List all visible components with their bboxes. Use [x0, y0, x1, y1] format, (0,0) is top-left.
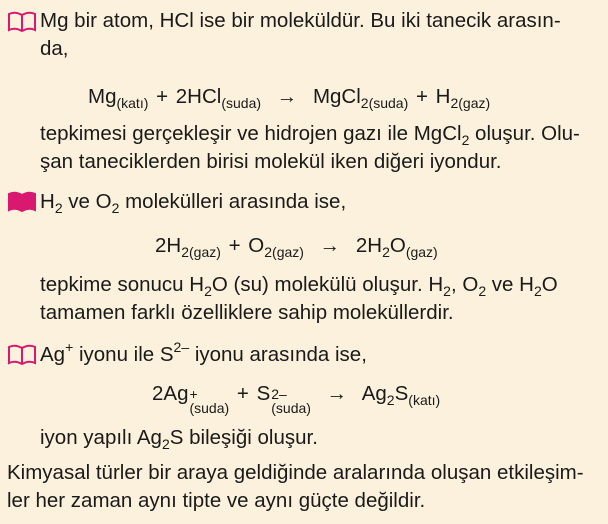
p4-sub4: 2: [533, 283, 542, 299]
p4-d: ve H: [486, 273, 534, 296]
eq3-prod-state: (katı): [408, 392, 441, 408]
paragraph-conclusion-line-1: Kimyasal türler bir araya geldiğinde aralarında oluşan etkileşim-: [7, 461, 584, 484]
paragraph-conclusion-line-2: ler her zaman aynı tipte ve aynı güçte değildir.: [7, 489, 426, 512]
eq3-prod: Ag: [361, 382, 387, 405]
eq2-water-o: O: [389, 234, 406, 257]
equation-mg-hcl: [88, 83, 490, 111]
p5-ag: Ag: [40, 343, 66, 366]
eq3-ag-state: (suda): [189, 400, 230, 416]
p6-b: S bileşiği oluşur.: [169, 426, 318, 449]
reaction-arrow: →: [319, 234, 341, 257]
paragraph-ag-s: [40, 341, 367, 369]
eq1-mg-state: (katı): [116, 95, 149, 111]
eq1-h: H: [435, 85, 451, 108]
eq1-hcl-state: (suda): [221, 95, 262, 111]
reaction-arrow: →: [326, 382, 348, 405]
p5-rest: iyonu arasında ise,: [189, 343, 367, 366]
p3-h: H: [40, 190, 55, 213]
eq3-s-sup: 2–: [271, 386, 287, 402]
p5-ag-sup: +: [65, 339, 74, 355]
paragraph-h2-o2: [40, 188, 346, 216]
p2-text-b: oluşur. Olu-: [469, 122, 580, 145]
p3-mid: ve O: [62, 190, 112, 213]
paragraph-ag2s: [40, 424, 318, 452]
p5-mid: iyonu ile S: [73, 343, 174, 366]
paragraph-result-line-1: [40, 120, 580, 148]
closed-book-icon: [7, 190, 37, 214]
eq1-plus-1: +: [156, 85, 169, 108]
eq3-prod-s: S: [394, 382, 409, 405]
eq2-water-sub: 2: [382, 244, 390, 260]
p5-s-sup: 2–: [173, 339, 190, 355]
paragraph-water-line-1: [40, 271, 558, 299]
eq1-h-sub: 2(gaz): [450, 95, 491, 111]
eq3-plus: +: [236, 382, 249, 405]
p4-sub3: 2: [478, 283, 487, 299]
open-book-icon: [7, 343, 37, 367]
eq3-s: S: [256, 382, 271, 405]
equation-ag-s: [152, 380, 440, 415]
p6-sub: 2: [161, 436, 170, 452]
eq3-s-state: (suda): [271, 400, 311, 416]
eq2-water-h: 2H: [355, 234, 383, 257]
p6-a: iyon yapılı Ag: [40, 426, 162, 449]
eq3-prod-sub: 2: [386, 392, 395, 408]
p2-sub: 2: [461, 132, 470, 148]
eq1-mg: Mg: [88, 85, 117, 108]
eq3-ag-sup: +: [189, 386, 198, 402]
p4-sub1: 2: [204, 283, 212, 299]
eq2-o: O: [248, 234, 265, 257]
eq2-o-sub: 2(gaz): [264, 244, 304, 260]
eq2-plus: +: [228, 234, 241, 257]
eq1-plus-2: +: [415, 85, 428, 108]
eq1-mgcl-sub: 2(suda): [360, 95, 409, 111]
equation-h2-o2: [155, 232, 438, 260]
eq2-water-state: (gaz): [405, 244, 438, 260]
p4-a: tepkime sonucu H: [40, 273, 205, 296]
p3-o-sub: 2: [111, 200, 120, 216]
paragraph-water-line-2: tamamen farklı özelliklere sahip moleküllerdir.: [40, 301, 454, 324]
paragraph-intro-line-2: da,: [40, 37, 69, 60]
p3-h-sub: 2: [54, 200, 63, 216]
p3-rest: molekülleri arasında ise,: [119, 190, 347, 213]
p4-e: O: [541, 273, 558, 296]
open-book-icon: [7, 10, 37, 34]
eq1-hcl: 2HCl: [175, 85, 222, 108]
reaction-arrow: →: [276, 85, 298, 108]
eq2-h-sub: 2(gaz): [181, 244, 221, 260]
paragraph-intro-line-1: Mg bir atom, HCl ise bir moleküldür. Bu iki tanecik arasın-: [40, 9, 561, 32]
paragraph-result-line-2: şan taneciklerden birisi molekül iken diğeri iyondur.: [40, 150, 502, 173]
eq1-mgcl: MgCl: [312, 85, 361, 108]
eq3-ag: 2Ag: [152, 382, 189, 405]
p4-c: , O: [450, 273, 479, 296]
eq2-h: 2H: [155, 234, 182, 257]
p4-b: O (su) molekülü oluşur. H: [211, 273, 444, 296]
p2-text-a: tepkimesi gerçekleşir ve hidrojen gazı ile MgCl: [40, 122, 462, 145]
p4-sub2: 2: [443, 283, 451, 299]
